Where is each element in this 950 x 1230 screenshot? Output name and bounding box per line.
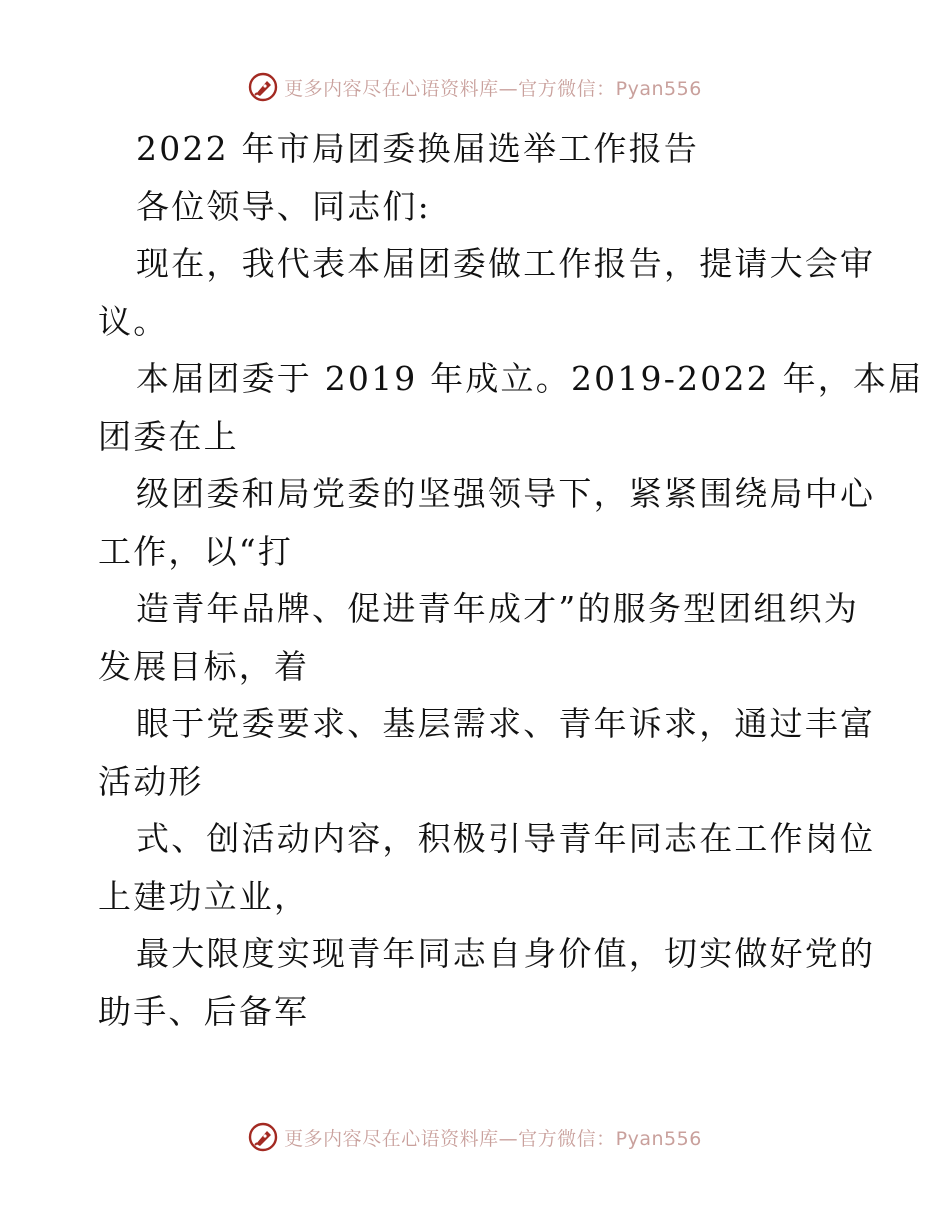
text-line: 团委在上 xyxy=(98,416,239,456)
document-body xyxy=(98,120,924,1040)
watermark-text: 更多内容尽在心语资料库—官方微信：Pyan556 xyxy=(284,77,702,100)
text-line: 活动形 xyxy=(98,761,204,801)
footer-watermark xyxy=(0,1122,950,1152)
text-line: 式、创活动内容，积极引导青年同志在工作岗位 xyxy=(136,819,876,858)
watermark-text: 更多内容尽在心语资料库—官方微信：Pyan556 xyxy=(284,1127,702,1150)
text-line: 议。 xyxy=(98,301,169,341)
text-line: 助手、后备军 xyxy=(98,991,310,1031)
pen-nib-logo-icon xyxy=(248,72,278,102)
text-line: 发展目标，着 xyxy=(98,646,310,686)
header-watermark xyxy=(0,72,950,102)
text-line: 上建功立业， xyxy=(98,876,310,916)
text-line: 级团委和局党委的坚强领导下，紧紧围绕局中心 xyxy=(136,474,876,513)
document-title: 2022 年市局团委换届选举工作报告 xyxy=(136,129,700,168)
text-line: 各位领导、同志们: xyxy=(136,186,431,226)
text-line: 眼于党委要求、基层需求、青年诉求，通过丰富 xyxy=(136,704,876,743)
text-line: 最大限度实现青年同志自身价值，切实做好党的 xyxy=(136,934,876,973)
pen-nib-logo-icon xyxy=(248,1122,278,1152)
text-line: 现在，我代表本届团委做工作报告，提请大会审 xyxy=(136,244,876,283)
text-line: 本届团委于 2019 年成立。2019-2022 年，本届 xyxy=(136,359,924,398)
text-line: 造青年品牌、促进青年成才”的服务型团组织为 xyxy=(136,589,860,628)
text-line: 工作，以“打 xyxy=(98,531,294,571)
